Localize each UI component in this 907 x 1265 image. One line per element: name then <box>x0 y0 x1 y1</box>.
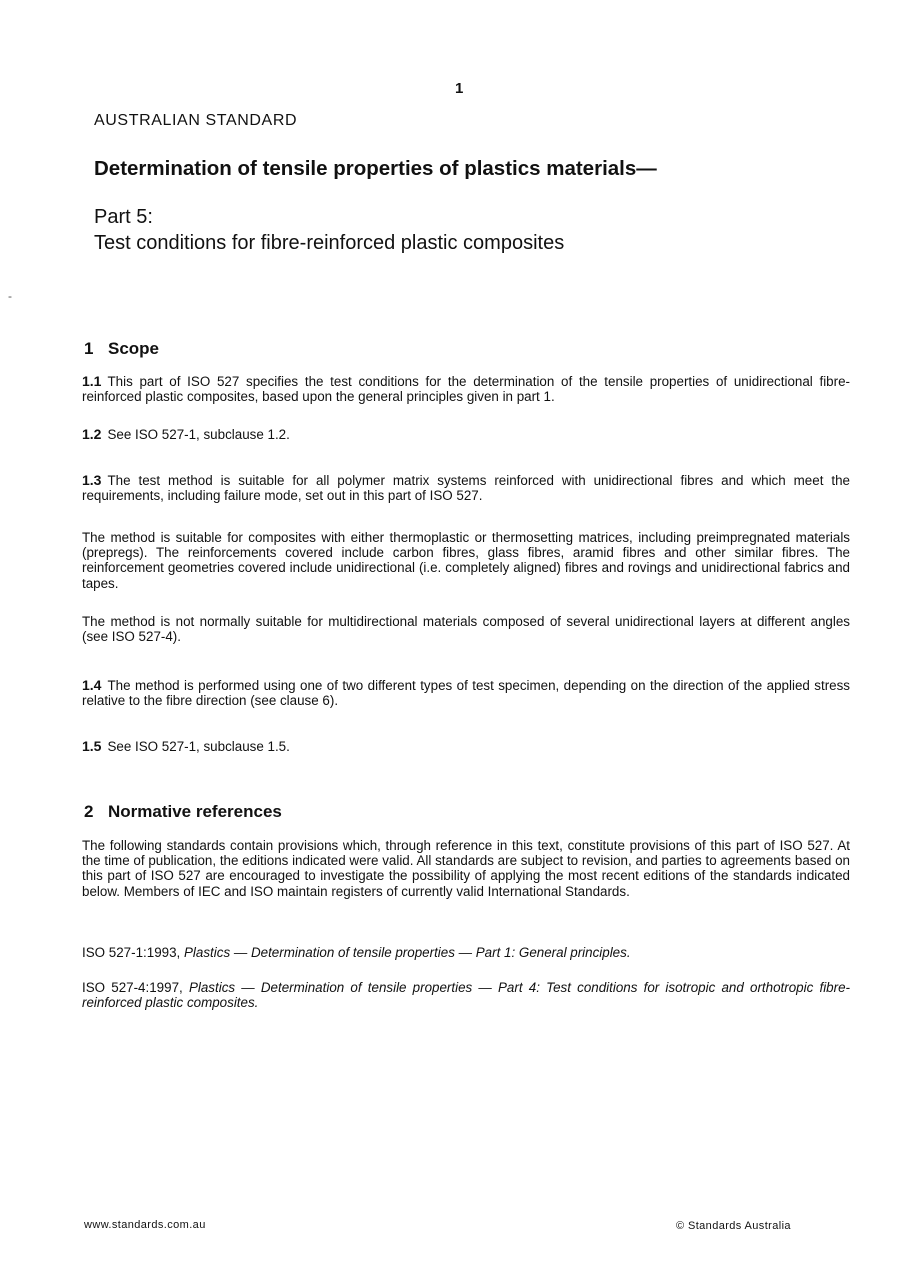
scope-paragraph-multidirectional: The method is not normally suitable for multidirectional materials composed of several unidirectional layers at different angles (see ISO 527-4). <box>82 614 850 645</box>
footer-website: www.standards.com.au <box>84 1219 206 1231</box>
section-heading-scope <box>84 339 159 359</box>
part-title: Test conditions for fibre-reinforced plastic composites <box>94 232 565 254</box>
document-title: Determination of tensile properties of plastics materials— <box>94 157 657 180</box>
reference-title: Plastics — Determination of tensile properties — Part 1: General principles. <box>184 945 631 960</box>
normative-intro: The following standards contain provisions which, through reference in this text, constitute provisions of this part of ISO 527. At the time of publication, the editions indicated were valid. All standards are subject to revision, and parties to agreements based on this part of ISO 527 are encouraged to investigate the possibility of applying the most recent editions of the standards indicated below. Members of IEC and ISO maintain registers of currently valid International Standards. <box>82 838 850 899</box>
clause-number: 1.4 <box>82 677 102 693</box>
clause-1-3 <box>82 473 850 503</box>
section-heading-normative-references <box>84 802 282 822</box>
clause-number: 1.2 <box>82 426 102 442</box>
clause-1-2 <box>82 427 850 442</box>
clause-text: The test method is suitable for all polymer matrix systems reinforced with unidirectional fibres and which meet the requirements, including failure mode, set out in this part of ISO 527. <box>82 473 850 504</box>
clause-1-1 <box>82 374 850 404</box>
page-number: 1 <box>455 80 464 97</box>
clause-1-4 <box>82 678 850 708</box>
reference-iso-527-1 <box>82 945 850 960</box>
clause-text: This part of ISO 527 specifies the test conditions for the determination of the tensile properties of unidirectional fibre-reinforced plastic composites, based upon the general principles given in part 1. <box>82 374 850 405</box>
clause-number: 1.5 <box>82 738 102 754</box>
clause-number: 1.3 <box>82 472 102 488</box>
part-number: Part 5: <box>94 206 153 228</box>
clause-text: See ISO 527-1, subclause 1.2. <box>107 427 290 442</box>
clause-text: See ISO 527-1, subclause 1.5. <box>107 739 290 754</box>
margin-mark: - <box>8 289 12 303</box>
scope-paragraph-composites: The method is suitable for composites with either thermoplastic or thermosetting matrices, including preimpregnated materials (prepregs). The reinforcements covered include carbon fibres, glass fibres, aramid fibres and other similar fibres. The reinforcement geometries covered include unidirectional (i.e. completely aligned) fibres and rovings and unidirectional fabrics and tapes. <box>82 530 850 591</box>
clause-number: 1.1 <box>82 373 102 389</box>
section-title: Normative references <box>108 802 282 821</box>
reference-id: ISO 527-1:1993, <box>82 945 181 960</box>
reference-iso-527-4 <box>82 980 850 1010</box>
section-number: 2 <box>84 802 94 821</box>
section-number: 1 <box>84 339 94 358</box>
standard-label: AUSTRALIAN STANDARD <box>94 112 298 129</box>
reference-id: ISO 527-4:1997, <box>82 980 183 995</box>
reference-title: Plastics — Determination of tensile properties — Part 4: Test conditions for isotropic and orthotropic fibre-reinforced plastic composites. <box>82 980 850 1011</box>
section-title: Scope <box>108 339 160 358</box>
clause-text: The method is performed using one of two different types of test specimen, depending on the direction of the applied stress relative to the fibre direction (see clause 6). <box>82 678 850 709</box>
footer-copyright: © Standards Australia <box>676 1220 791 1232</box>
clause-1-5 <box>82 739 850 754</box>
